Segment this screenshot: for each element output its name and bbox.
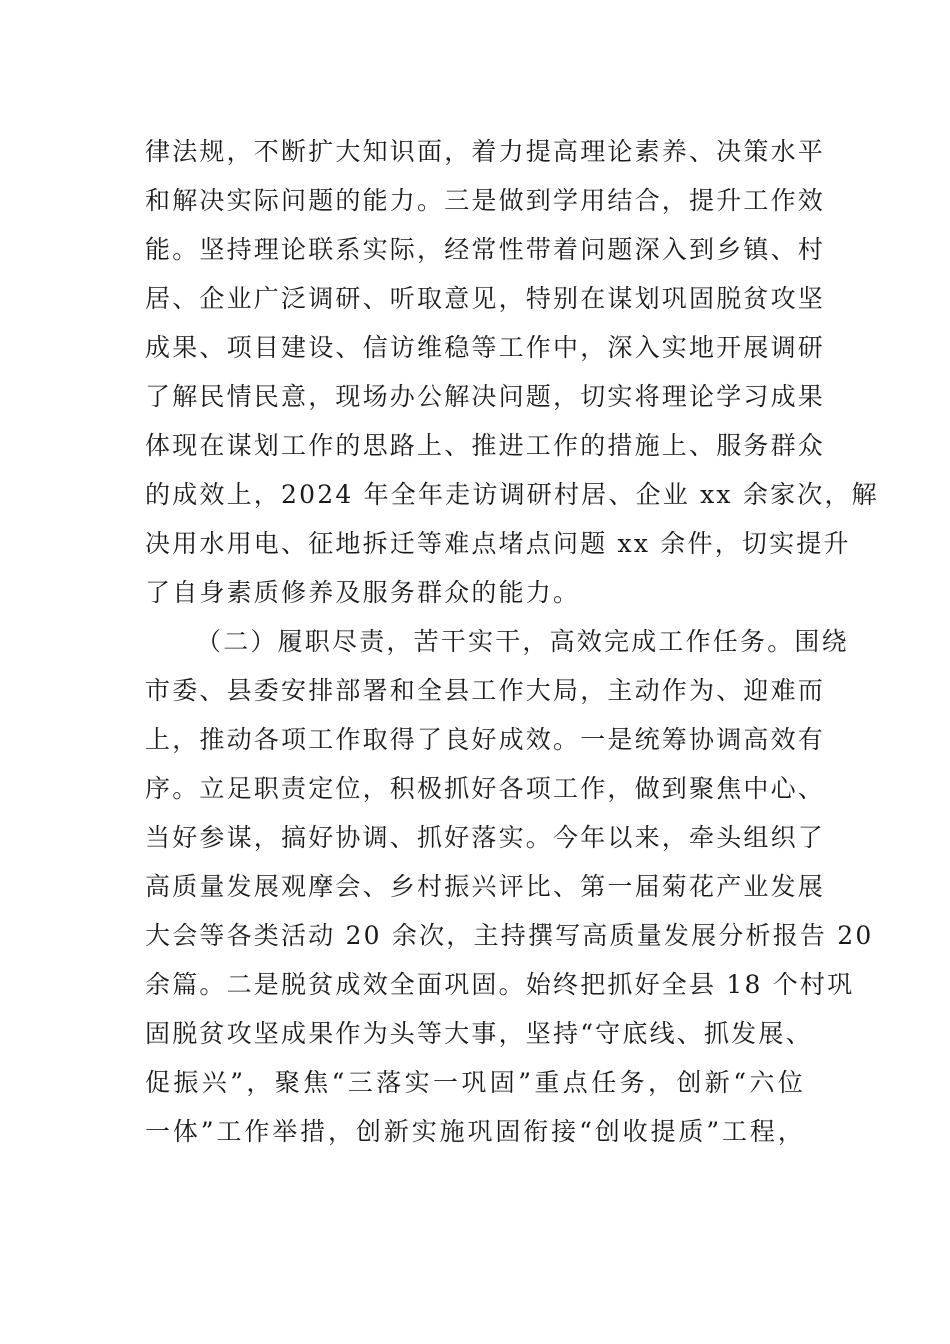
text-line: 的成效上，2024 年全年走访调研村居、企业 xx 余家次，解 (145, 480, 879, 509)
text-line: 体现在谋划工作的思路上、推进工作的措施上、服务群众 (145, 431, 826, 460)
text-line: 成果、项目建设、信访维稳等工作中，深入实地开展调研 (145, 333, 826, 362)
text-line: 固脱贫攻坚成果作为头等大事，坚持“守底线、抓发展、 (145, 1019, 813, 1048)
paragraph-last-line: 了自身素质修养及服务群众的能力。 (145, 578, 581, 607)
text-line: 居、企业广泛调研、听取意见，特别在谋划巩固脱贫攻坚 (145, 284, 826, 313)
text-line: 一体”工作举措，创新实施巩固衔接“创收提质”工程， (145, 1117, 805, 1146)
text-line: 市委、县委安排部署和全县工作大局，主动作为、迎难而 (145, 676, 826, 705)
text-line: 序。立足职责定位，积极抓好各项工作，做到聚焦中心、 (145, 774, 826, 803)
text-line: 当好参谋，搞好协调、抓好落实。今年以来，牵头组织了 (145, 823, 826, 852)
text-line: 决用水用电、征地拆迁等难点堵点问题 xx 余件，切实提升 (145, 529, 851, 558)
text-line: 律法规，不断扩大知识面，着力提高理论素养、决策水平 (145, 137, 826, 166)
text-line: 高质量发展观摩会、乡村振兴评比、第一届菊花产业发展 (145, 872, 826, 901)
text-line: 上，推动各项工作取得了良好成效。一是统筹协调高效有 (145, 725, 826, 754)
text-line: 余篇。二是脱贫成效全面巩固。始终把抓好全县 18 个村巩 (145, 970, 855, 999)
text-line: 能。坚持理论联系实际，经常性带着问题深入到乡镇、村 (145, 235, 826, 264)
text-line: 了解民情民意，现场办公解决问题，切实将理论学习成果 (145, 382, 826, 411)
paragraph-first-line: （二）履职尽责，苦干实干，高效完成工作任务。围绕 (196, 627, 849, 656)
text-line: 和解决实际问题的能力。三是做到学用结合，提升工作效 (145, 186, 826, 215)
text-line: 促振兴”，聚焦“三落实一巩固”重点任务，创新“六位 (145, 1068, 805, 1097)
text-line: 大会等各类活动 20 余次，主持撰写高质量发展分析报告 20 (145, 921, 874, 950)
